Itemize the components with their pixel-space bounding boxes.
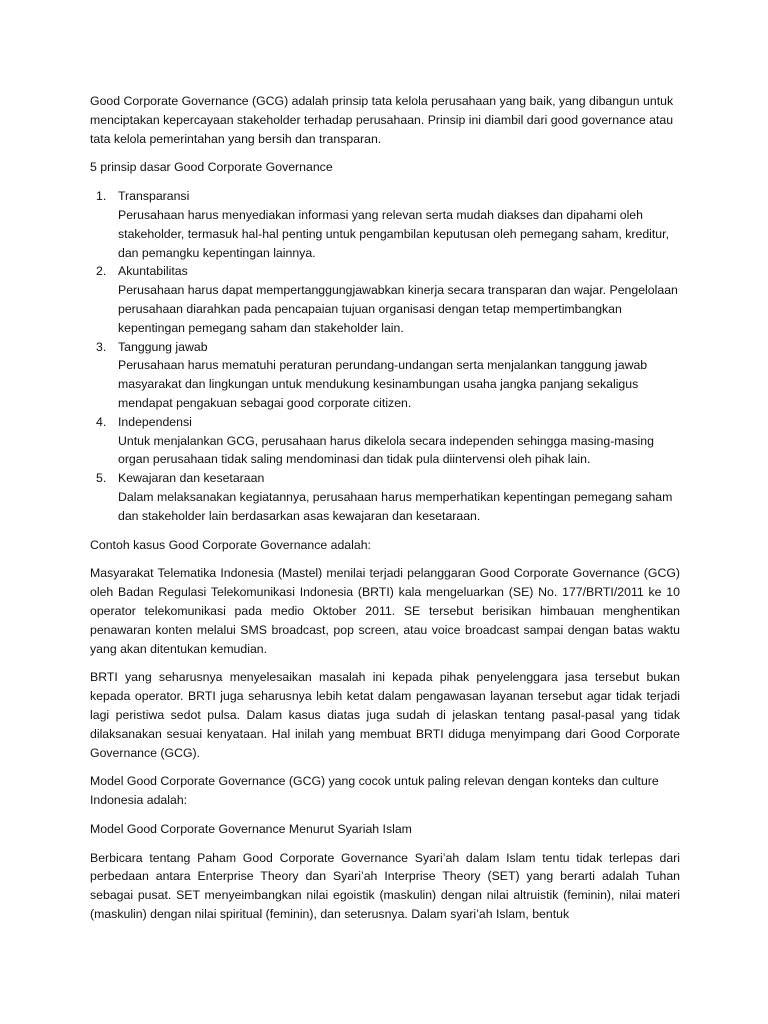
intro-paragraph: Good Corporate Governance (GCG) adalah prinsip tata kelola perusahaan yang baik, yang dibangun untuk menciptakan kepercayaan stakeholder terhadap perusahaan. Prinsip ini diambil dari good governance atau tata kelola pemerintahan yang bersih dan transparan. bbox=[90, 94, 674, 146]
list-item bbox=[90, 338, 680, 413]
list-item-title: Kewajaran dan kesetaraan bbox=[118, 471, 265, 486]
model-heading: Model Good Corporate Governance (GCG) yang cocok untuk paling relevan dengan konteks dan culture Indonesia adalah: bbox=[90, 774, 659, 808]
list-item-description: Perusahaan harus mematuhi peraturan perundang-undangan serta menjalankan tanggung jawab masyarakat dan lingkungan untuk mendukung kesinambungan usaha jangka panjang sekaligus mendapat pengakuan sebagai good corporate citizen. bbox=[118, 358, 648, 410]
list-number: 3. bbox=[96, 339, 107, 354]
list-item-description: Untuk menjalankan GCG, perusahaan harus dikelola secara independen sehingga masing-masing organ perusahaan tidak saling mendominasi dan tidak pula diintervensi oleh pihak lain. bbox=[118, 433, 654, 467]
case-heading: Contoh kasus Good Corporate Governance adalah: bbox=[90, 537, 371, 552]
list-item bbox=[90, 469, 680, 525]
list-item-description: Dalam melaksanakan kegiatannya, perusahaan harus memperhatikan kepentingan pemegang saham dan stakeholder lain berdasarkan asas kewajaran dan kesetaraan. bbox=[118, 489, 673, 523]
list-item-title: Independensi bbox=[118, 414, 192, 429]
principles-list bbox=[90, 187, 680, 525]
list-item bbox=[90, 187, 680, 262]
list-item-description: Perusahaan harus dapat mempertanggungjawabkan kinerja secara transparan dan wajar. Pengelolaan perusahaan diarahkan pada pencapaian tujuan organisasi dengan tetap mempertimbangkan kepentingan pemegang saham dan stakeholder lain. bbox=[118, 283, 678, 335]
syariah-paragraph: Berbicara tentang Paham Good Corporate Governance Syari’ah dalam Islam tentu tidak terlepas dari perbedaan antara Enterprise Theory dan Syari’ah Interprise Theory (SET) yang berarti adalah Tuhan sebagai pusat. SET menyeimbangkan nilai egoistik (maskulin) dengan nilai altruistik (feminin), nilai materi (maskulin) dengan nilai spiritual (feminin), dan seterusnya. Dalam syari’ah Islam, bentuk bbox=[90, 850, 680, 922]
list-item bbox=[90, 262, 680, 337]
list-number: 1. bbox=[96, 189, 107, 204]
list-item-title: Akuntabilitas bbox=[118, 264, 188, 279]
list-item-description: Perusahaan harus menyediakan informasi yang relevan serta mudah diakses dan dipahami oleh stakeholder, termasuk hal-hal penting untuk pengambilan keputusan oleh pemegang saham, kreditur, dan pemangku kepentingan lainnya. bbox=[118, 207, 669, 260]
syariah-heading: Model Good Corporate Governance Menurut Syariah Islam bbox=[90, 821, 412, 836]
list-number: 2. bbox=[96, 264, 107, 279]
list-item-title: Tanggung jawab bbox=[118, 339, 208, 354]
list-item-title: Transparansi bbox=[118, 189, 190, 204]
list-item bbox=[90, 413, 680, 469]
principles-heading: 5 prinsip dasar Good Corporate Governance bbox=[90, 160, 333, 175]
case-paragraph-1: Masyarakat Telematika Indonesia (Mastel) menilai terjadi pelanggaran Good Corporate Governance (GCG) oleh Badan Regulasi Telekomunikasi Indonesia (BRTI) kala mengeluarkan (SE) No. 177/BRTI/2011 ke 10 operator telekomunikasi pada medio Oktober 2011. SE tersebut berisikan himbauan menghentikan penawaran konten melalui SMS broadcast, pop screen, atau voice broadcast sampai dengan batas waktu yang akan ditentukan kemudian. bbox=[90, 566, 680, 656]
case-paragraph-2: BRTI yang seharusnya menyelesaikan masalah ini kepada pihak penyelenggara jasa tersebut bukan kepada operator. BRTI juga seharusnya lebih ketat dalam pengawasan layanan tersebut agar tidak terjadi lagi peristiwa sedot pulsa. Dalam kasus diatas juga sudah di jelaskan tentang pasal-pasal yang tidak dilaksanakan sesuai kenyataan. Hal inilah yang membuat BRTI diduga menyimpang dari Good Corporate Governance (GCG). bbox=[90, 670, 680, 760]
list-number: 4. bbox=[96, 414, 107, 429]
list-number: 5. bbox=[96, 471, 107, 486]
